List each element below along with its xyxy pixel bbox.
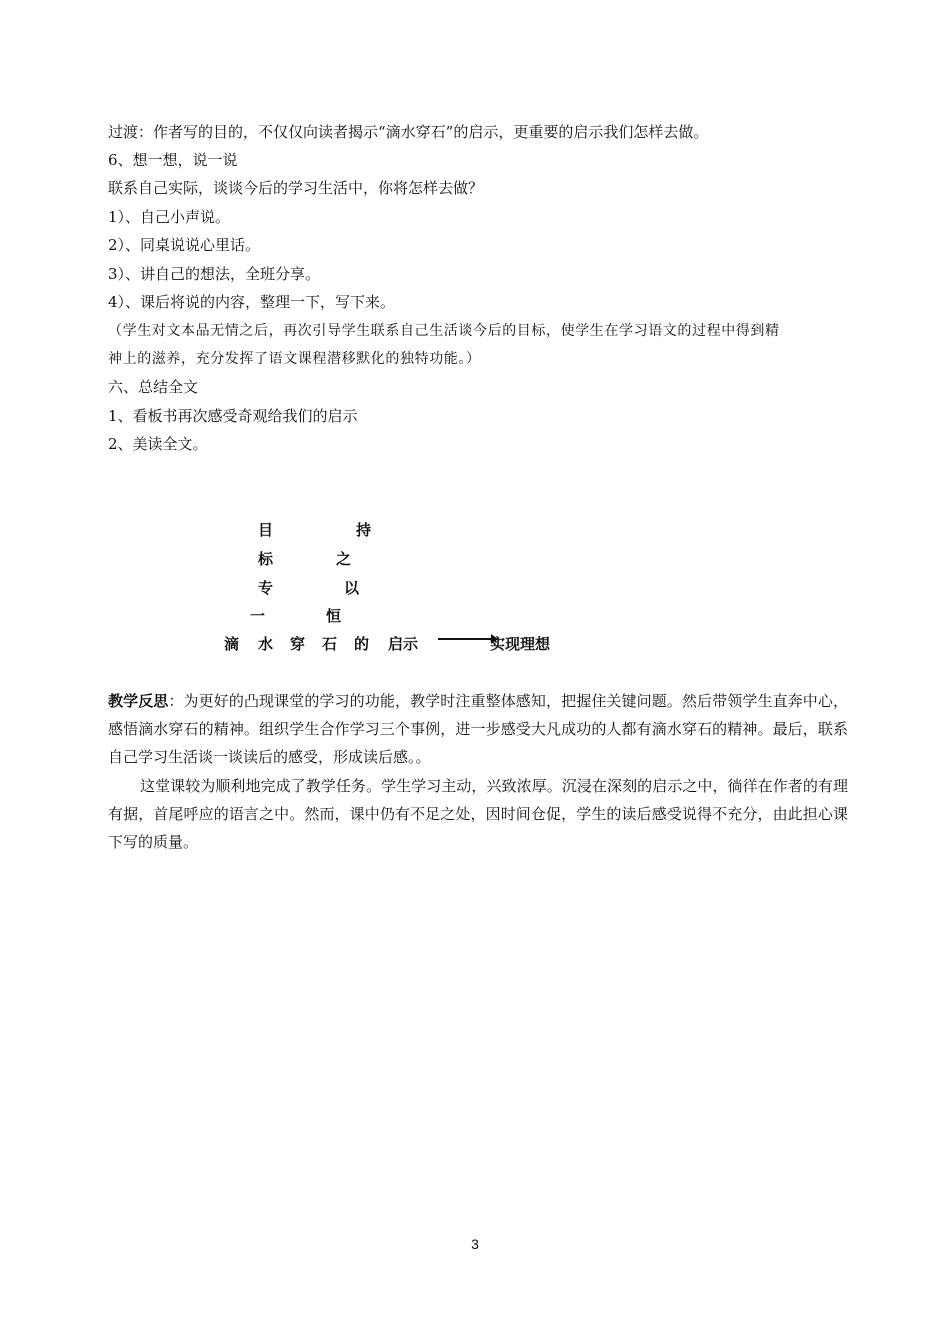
- reflection-paragraph-2: 这堂课较为顺利地完成了教学任务。学生学习主动，兴致浓厚。沉浸在深刻的启示之中，徜徉在作者的有理有据，首尾呼应的语言之中。然而，课中仍有不足之处，因时间仓促，学生的读后感受说得不充分，由此担心课下写的质量。: [108, 777, 848, 851]
- blackboard-char: 的: [354, 635, 370, 653]
- list-item: 3）、讲自己的想法，全班分享。: [108, 265, 321, 283]
- list-item: 4）、课后将说的内容，整理一下，写下来。: [108, 293, 396, 311]
- list-item: 2、美读全文。: [108, 435, 208, 453]
- blackboard-char: 恒: [326, 607, 342, 625]
- list-item: 1、看板书再次感受奇观给我们的启示: [108, 407, 358, 425]
- blackboard-result: 实现理想: [490, 635, 551, 653]
- page-number: 3: [471, 1236, 479, 1252]
- reflection-heading: 教学反思: [108, 692, 169, 710]
- step-6-heading: 6、想一想，说一说: [108, 151, 238, 169]
- blackboard-char: 标: [258, 550, 274, 568]
- blackboard-char: 穿: [290, 635, 306, 653]
- blackboard-char: 目: [258, 521, 274, 539]
- list-item: 2）、同桌说说心里话。: [108, 236, 261, 254]
- blackboard-char: 石: [322, 635, 338, 653]
- step-6-prompt: 联系自己实际，谈谈今后的学习生活中，你将怎样去做？: [108, 179, 484, 197]
- blackboard-char: 一: [250, 607, 266, 625]
- arrow-icon: [438, 638, 496, 640]
- section-heading: 六、总结全文: [108, 378, 199, 396]
- teaching-note: （学生对文本品无情之后，再次引导学生联系自己生活谈今后的目标，使学生在学习语文的过程中得到精: [108, 323, 780, 339]
- reflection-text: ：为更好的凸现课堂的学习的功能，教学时注重整体感知，把握住关键问题。然后带领学生直奔中心，感悟滴水穿石的精神。组织学生合作学习三个事例，进一步感受大凡成功的人都有滴水穿石的精神。最后，联系自己学习生活谈一谈读后的感受，形成读后感。。: [108, 692, 848, 766]
- blackboard-char: 水: [258, 635, 274, 653]
- blackboard-char: 持: [356, 521, 372, 539]
- teaching-note: 神上的滋养，充分发挥了语文课程潜移默化的独特功能。）: [108, 351, 481, 367]
- blackboard-char: 启示: [388, 635, 419, 653]
- blackboard-char: 之: [336, 550, 352, 568]
- reflection-paragraph: [108, 687, 848, 771]
- transition-text: 过渡：作者写的目的，不仅仅向读者揭示“滴水穿石”的启示，更重要的启示我们怎样去做。: [108, 123, 709, 141]
- blackboard-char: 以: [344, 579, 360, 597]
- blackboard-char: 滴: [224, 635, 240, 653]
- blackboard-char: 专: [258, 579, 274, 597]
- list-item: 1）、自己小声说。: [108, 208, 231, 226]
